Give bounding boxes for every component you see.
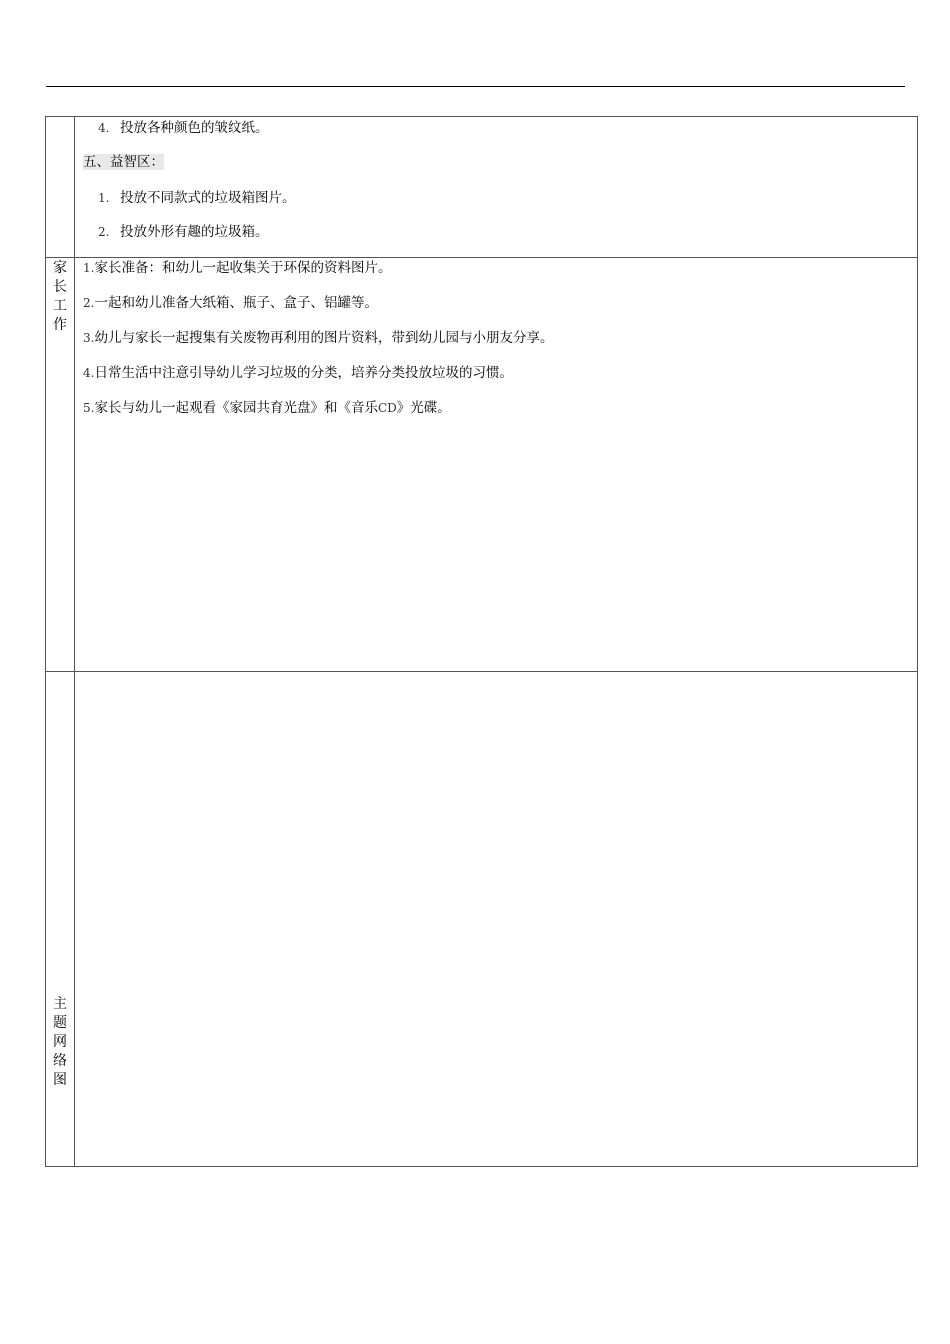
list-item — [83, 294, 378, 312]
list-item — [83, 364, 513, 382]
label-char: 网 — [53, 1034, 67, 1050]
item-text: 投放外形有趣的垃圾箱。 — [120, 224, 269, 240]
label-char: 作 — [53, 317, 67, 333]
item-text: 家长准备：和幼儿一起收集关于环保的资料图片。 — [94, 260, 392, 276]
header-rule — [46, 86, 905, 87]
item-text-tail: 》光碟。 — [396, 400, 451, 416]
item-text: 投放不同款式的垃圾箱图片。 — [120, 190, 296, 206]
label-char: 络 — [53, 1053, 67, 1069]
list-item — [83, 329, 553, 347]
plan-table — [45, 116, 918, 1167]
list-item — [98, 189, 296, 207]
item-number: 1. — [98, 191, 110, 205]
item-text: 幼儿与家长一起搜集有关废物再利用的图片资料，带到幼儿园与小朋友分享。 — [94, 330, 554, 346]
row-divider-family — [46, 257, 917, 258]
theme-map-label — [46, 995, 74, 1090]
family-work-label — [46, 259, 74, 335]
item-text: 一起和幼儿准备大纸箱、瓶子、盒子、铝罐等。 — [94, 295, 378, 311]
list-item — [98, 119, 269, 137]
item-number: 4. — [98, 121, 110, 135]
label-char: 长 — [53, 279, 67, 295]
list-item — [83, 399, 451, 417]
label-char: 主 — [53, 996, 67, 1012]
item-text: 家长与幼儿一起观看《家园共育光盘》和《音乐 — [94, 400, 378, 416]
list-item — [98, 223, 269, 241]
item-number: 2. — [83, 296, 95, 310]
item-number: 5. — [83, 401, 95, 415]
item-text: 日常生活中注意引导幼儿学习垃圾的分类，培养分类投放垃圾的习惯。 — [94, 365, 513, 381]
label-char: 工 — [53, 298, 67, 314]
item-number: 1. — [83, 261, 95, 275]
row-divider-map — [46, 671, 917, 672]
item-number: 4. — [83, 366, 95, 380]
label-char: 题 — [53, 1015, 67, 1031]
item-text: 投放各种颜色的皱纹纸。 — [120, 120, 269, 136]
item-inline-code: CD — [377, 401, 397, 415]
puzzle-area-heading: 五、益智区： — [83, 154, 164, 170]
label-column-divider — [74, 117, 75, 1166]
item-number: 3. — [83, 331, 95, 345]
label-char: 家 — [53, 260, 67, 276]
section-heading — [83, 153, 164, 171]
list-item — [83, 259, 391, 277]
label-char: 图 — [53, 1072, 67, 1088]
item-number: 2. — [98, 225, 110, 239]
